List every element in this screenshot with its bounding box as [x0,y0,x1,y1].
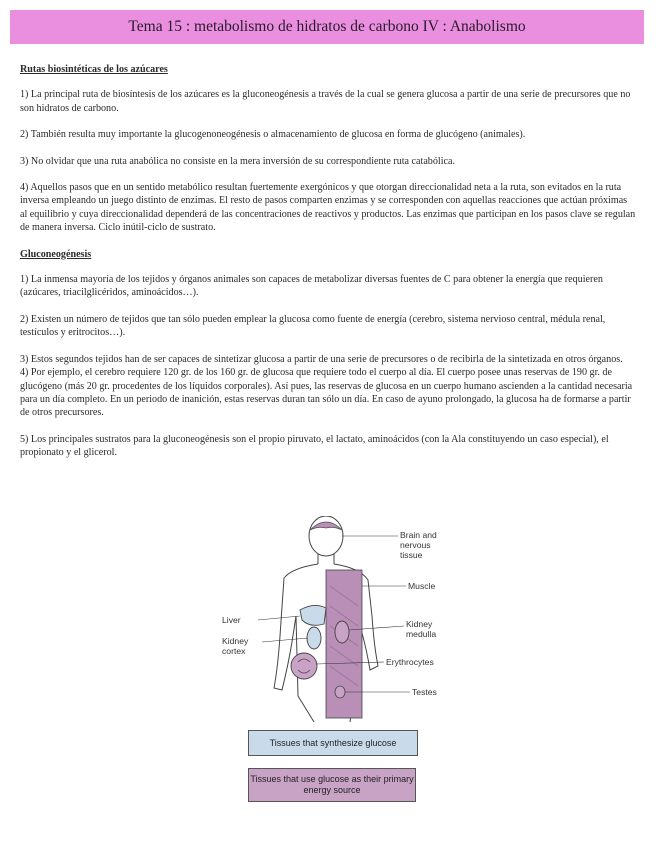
kidney-organ [307,627,321,649]
label-liver: Liver [222,615,241,625]
label-kidney-cortex: Kidney cortex [222,636,249,656]
label-testes: Testes [412,687,437,697]
paragraph: 5) Los principales sustratos para la gluconeogénesis son el propio piruvato, el lactato, aminoácidos (con la Ala constituyendo un caso especial), el propionato y el glicerol. [20,433,609,459]
testes-organ [335,686,345,698]
paragraph: 1) La principal ruta de biosíntesis de los azúcares es la gluconeogénesis a través de la cual se genera glucosa a partir de una serie de precursores que no son hidratos de carbono. [20,89,631,114]
paragraph: 4) Por ejemplo, el cerebro requiere 120 gr. de los 160 gr. de glucosa que requiere todo el cuerpo al día. El cuerpo posee unas reservas de 190 gr. de glucógeno (más 20 gr. procedentes de los líquidos corporales). Así pues, las reservas de glucosa en un cuerpo humano ascienden a la cantidad necesaria para un día completo. En un periodo de inanición, estas reservas duran tan sólo un día. En caso de ayuno prolongado, la glucosa ha de formarse a partir de otros precursores. [20,367,633,419]
legend-synthesize: Tissues that synthesize glucose [248,730,418,756]
paragraph: 4) Aquellos pasos que en un sentido metabólico resultan fuertemente exergónicos y que otorgan direccionalidad neta a la ruta, son evitados en la ruta inversa empleando un juego distinto de enzimas. El resto de pasos comparten enzimas y se corresponden con aquellas reacciones que actúan próximas al equilibrio y cuya direccionalidad dependerá de las concentraciones de reactivos y productos. Las enzimas que participan en los pasos clave se regulan de manera inversa. Ciclo inútil-ciclo de sustrato. [20,182,636,234]
page-title: Tema 15 : metabolismo de hidratos de carbono IV : Anabolismo [10,10,644,44]
label-erythrocytes: Erythrocytes [386,657,434,667]
paragraph: 3) Estos segundos tejidos han de ser capaces de sintetizar glucosa a partir de una serie de precursores o de recibirla de la sintetizada en otros órganos. [20,353,623,365]
label-muscle: Muscle [408,581,436,591]
section-heading: Rutas biosintéticas de los azúcares [20,64,168,75]
paragraph: 3) No olvidar que una ruta anabólica no consiste en la mera inversión de su correspondiente ruta catabólica. [20,155,455,167]
legend-use: Tissues that use glucose as their primary energy source [248,768,416,802]
kidney-medulla-organ [335,621,349,643]
paragraph: 1) La inmensa mayoría de los tejidos y órganos animales son capaces de metabolizar diversas fuentes de C para obtener la energía que requieren (azúcares, triacilglicéridos, aminoácidos…). [20,274,603,299]
label-brain: Brain and nervous tissue [400,530,437,560]
erythrocytes-blob [291,653,317,679]
glucose-tissue-figure [222,516,452,816]
label-kidney-medulla: Kidney medulla [406,619,437,639]
liver-organ [300,605,326,625]
paragraph: 2) También resulta muy importante la glucogenoneogénesis o almacenamiento de glucosa en forma de glucógeno (animales). [20,129,526,141]
document-body [20,63,636,460]
paragraph: 2) Existen un número de tejidos que tan sólo pueden emplear la glucosa como fuente de energía (cerebro, sistema nervioso central, médula renal, testículos y eritrocitos…). [20,313,606,339]
section-heading: Gluconeogénesis [20,248,92,260]
